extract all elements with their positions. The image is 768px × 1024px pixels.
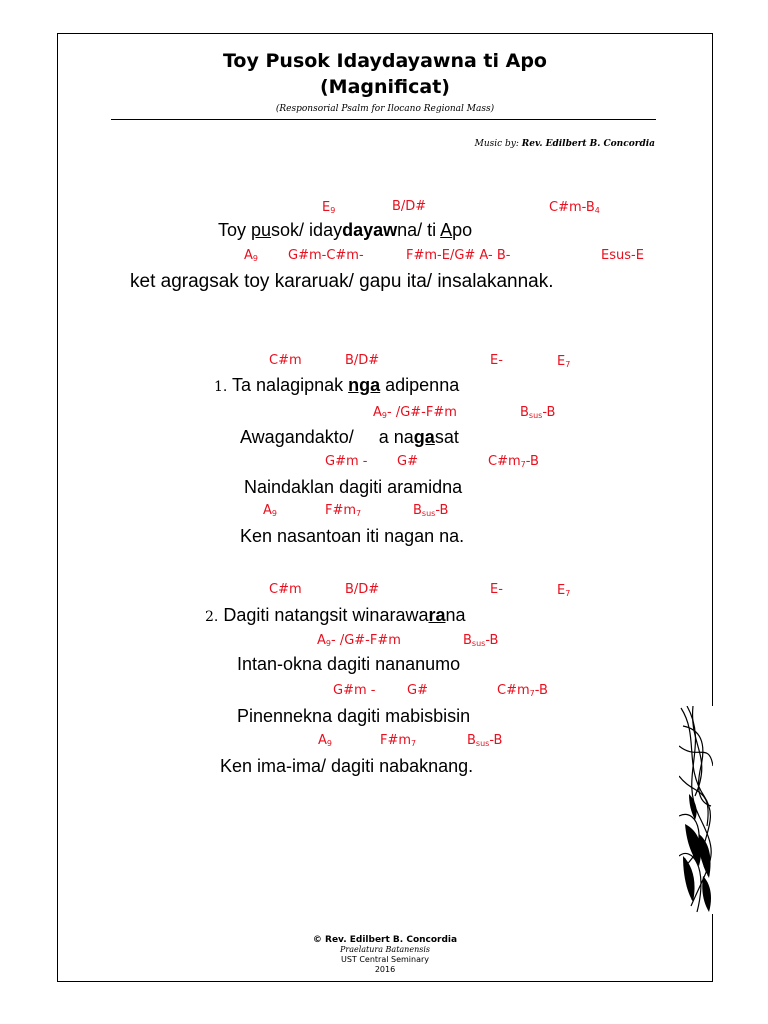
- chord: Esus-E: [601, 248, 644, 263]
- chord: C#m: [269, 353, 302, 368]
- chord: $C\#m_7-B$: [488, 454, 539, 469]
- chord: $A_9-$ /G#-F#m: [317, 633, 401, 648]
- seminary-line: UST Central Seminary: [340, 955, 430, 964]
- music-by-label: Music by:: [474, 139, 519, 149]
- prelature-line: Praelatura Batanensis: [340, 945, 430, 954]
- chord: G#m -: [333, 683, 376, 698]
- header-divider: [111, 119, 656, 120]
- page-border: [57, 33, 713, 982]
- verse-2-line-2: Intan-okna dagiti nananumo: [237, 654, 461, 674]
- verse-2-line-3: Pinennekna dagiti mabisbisin: [237, 706, 471, 726]
- verse-number: 1.: [214, 379, 228, 395]
- verse-2-line-4: Ken ima-ima/ dagiti nabaknang.: [220, 756, 474, 776]
- verse-2-line-1: 2. Dagiti natangsit winarawarana: [205, 605, 466, 625]
- chord: $E_7$: [557, 583, 571, 598]
- copyright-line: © Rev. Edilbert B. Concordia: [312, 935, 458, 945]
- chord: B/D#: [392, 199, 427, 214]
- composer-name: Rev. Edilbert B. Concordia: [521, 139, 655, 149]
- refrain-line-2: ket agragsak toy kararuak/ gapu ita/ insalakannak.: [130, 271, 554, 292]
- music-credit: [475, 139, 655, 149]
- chord: F#m-E/G# A- B-: [406, 248, 511, 263]
- chord: B/D#: [345, 353, 380, 368]
- chord: $E_7$: [557, 354, 571, 369]
- verse-1-line-1: 1. Ta nalagipnak nga adipenna: [214, 375, 460, 395]
- chord: G#: [397, 454, 418, 469]
- chord: $C\#m_7-B$: [497, 683, 548, 698]
- chord: $A_9$: [263, 503, 277, 518]
- chord: $A_9-$ /G#-F#m: [373, 405, 457, 420]
- verse-1-line-4: Ken nasantoan iti nagan na.: [240, 526, 465, 546]
- chord: E-: [490, 353, 503, 368]
- verse-number: 2.: [205, 609, 219, 625]
- chord: B/D#: [345, 582, 380, 597]
- year-line: 2016: [374, 965, 396, 974]
- chord: C#m: [269, 582, 302, 597]
- chord: G#m -: [325, 454, 368, 469]
- chord: $F\#m_7$: [325, 503, 362, 518]
- chord: $E_9$: [322, 200, 336, 215]
- song-title: Toy Pusok Idaydayawna ti Apo: [223, 50, 547, 72]
- footer: [57, 935, 713, 975]
- chord: $F\#m_7$: [380, 733, 417, 748]
- chord: $B_{sus}-B$: [467, 733, 503, 748]
- chord: G#m-C#m-: [288, 248, 364, 263]
- chord: $A_9$: [244, 248, 258, 263]
- chord: E-: [490, 582, 503, 597]
- chord: $B_{sus}-B$: [413, 503, 449, 518]
- chord: G#: [407, 683, 428, 698]
- refrain-line-1: Toy pusok/ idaydayawna/ ti Apo: [218, 220, 473, 240]
- song-subtitle-magnificat: (Magnificat): [320, 76, 450, 98]
- chord: $B_{sus}-B$: [463, 633, 499, 648]
- chord: $C\#m-B_4$: [549, 200, 600, 215]
- psalm-subtitle: (Responsorial Psalm for Ilocano Regional Mass): [275, 104, 495, 114]
- verse-1-line-2: Awagandakto/ a nagasat: [240, 427, 459, 447]
- chord: $A_9$: [318, 733, 332, 748]
- chord: $B_{sus}-B$: [520, 405, 556, 420]
- verse-1-line-3: Naindaklan dagiti aramidna: [244, 477, 463, 497]
- abstract-swirl-artwork: [679, 706, 713, 914]
